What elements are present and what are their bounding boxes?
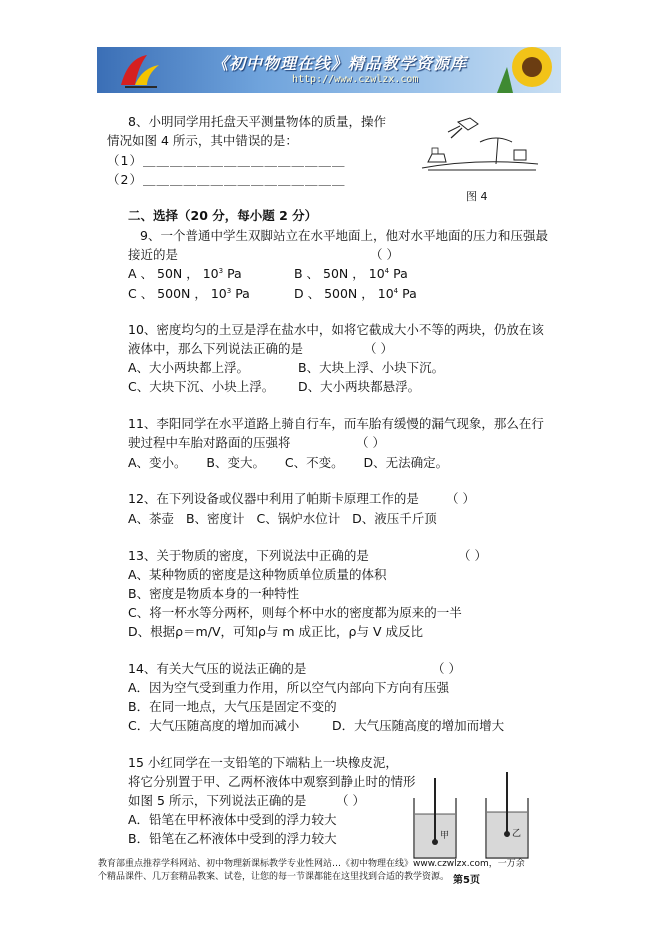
q9-option-b-unit: Pa <box>393 266 408 281</box>
q9-option-b[interactable] <box>294 266 408 282</box>
q14-line1: 14、有关大气压的说法正确的是 <box>128 661 307 676</box>
q11-options[interactable]: A、变小。 B、变大。 C、不变。 D、无法确定。 <box>128 455 449 470</box>
q11-answer-paren[interactable]: （ ） <box>356 435 385 450</box>
q9-option-c[interactable] <box>128 286 250 302</box>
q12-line1: 12、在下列设备或仪器中利用了帕斯卡原理工作的是 <box>128 491 419 506</box>
q8-answer-blank-1[interactable]: （1）＿＿＿＿＿＿＿＿＿＿＿＿＿＿＿ <box>107 153 346 168</box>
figure-5-beakers-diagram <box>404 770 554 862</box>
q11-line2: 驶过程中车胎对路面的压强将 <box>128 435 291 450</box>
figure-4-balance-diagram <box>418 112 548 188</box>
q15-option-a[interactable]: A．铅笔在甲杯液体中受到的浮力较大 <box>128 812 337 827</box>
q12-options[interactable]: A、茶壶 B、密度计 C、锅炉水位计 D、液压千斤顶 <box>128 511 437 526</box>
q8-line1: 8、小明同学用托盘天平测量物体的质量，操作 <box>128 114 386 129</box>
q9-answer-paren[interactable]: （ ） <box>370 247 399 262</box>
site-logo-icon <box>117 53 163 89</box>
beaker-label-yi: 乙 <box>512 829 522 839</box>
banner-title: 《初中物理在线》精品教学资源库 <box>212 54 468 73</box>
footer-line1: 教育部重点推荐学科网站、初中物理新课标教学专业性网站…《初中物理在线》www.czwlzx.com，一万余 <box>98 859 525 869</box>
q9-option-a-exp: 3 <box>218 266 224 275</box>
q9-option-b-label: B 、 50N ， <box>294 266 365 281</box>
q14-answer-paren[interactable]: （ ） <box>432 661 461 676</box>
q9-option-c-base: 10 <box>210 286 227 301</box>
q9-option-c-unit: Pa <box>235 286 250 301</box>
q13-option-c[interactable]: C、将一杯水等分两杯，则每个杯中水的密度都为原来的一半 <box>128 605 462 620</box>
banner-url[interactable]: http://www.czwlzx.com <box>292 74 419 85</box>
q9-option-a-unit: Pa <box>227 266 242 281</box>
figure-4-caption: 图 4 <box>466 190 488 203</box>
q10-option-c[interactable]: C、大块下沉、小块上浮。 <box>128 379 275 394</box>
q8-line2: 情况如图 4 所示，其中错误的是： <box>107 133 298 148</box>
q15-option-b[interactable]: B．铅笔在乙杯液体中受到的浮力较大 <box>128 831 337 846</box>
q14-option-a[interactable]: A．因为空气受到重力作用，所以空气内部向下方向有压强 <box>128 680 450 695</box>
q9-option-d-exp: 4 <box>393 286 399 295</box>
q9-option-b-base: 10 <box>368 266 385 281</box>
q9-option-c-exp: 3 <box>226 286 232 295</box>
q14-option-b[interactable]: B．在同一地点，大气压是固定不变的 <box>128 699 337 714</box>
footer-line2: 个精品课件、几万套精品教案、试卷，让您的每一节课都能在这里找到合适的教学资源。 <box>98 872 450 882</box>
q13-option-d[interactable]: D、根据ρ＝m/V，可知ρ与 m 成正比，ρ与 V 成反比 <box>128 624 423 639</box>
q9-option-a-label: A 、 50N ， <box>128 266 199 281</box>
q15-answer-paren[interactable]: （ ） <box>336 793 365 808</box>
q8-answer-blank-2[interactable]: （2）＿＿＿＿＿＿＿＿＿＿＿＿＿＿＿ <box>107 172 346 187</box>
q9-option-d[interactable] <box>294 286 417 302</box>
q9-option-a-base: 10 <box>202 266 219 281</box>
q12-answer-paren[interactable]: （ ） <box>446 491 475 506</box>
q10-line2: 液体中，那么下列说法正确的是 <box>128 341 304 356</box>
q10-option-a[interactable]: A、大小两块都上浮。 <box>128 360 250 375</box>
q9-option-a[interactable] <box>128 266 242 282</box>
q10-option-b[interactable]: B、大块上浮、小块下沉。 <box>298 360 445 375</box>
q10-answer-paren[interactable]: （ ） <box>364 341 393 356</box>
q15-line2: 将它分别置于甲、乙两杯液体中观察到静止时的情形 <box>128 774 416 789</box>
q9-option-b-exp: 4 <box>384 266 390 275</box>
q9-option-c-label: C 、 500N ， <box>128 286 207 301</box>
q13-line1: 13、关于物质的密度，下列说法中正确的是 <box>128 548 369 563</box>
q11-line1: 11、李阳同学在水平道路上骑自行车，而车胎有缓慢的漏气现象，那么在行 <box>128 416 544 431</box>
q9-line2: 接近的是 <box>128 247 179 262</box>
q9-option-d-unit: Pa <box>402 286 417 301</box>
sunflower-icon <box>477 47 557 93</box>
section-2-title: 二、选择（20 分，每小题 2 分） <box>128 208 318 223</box>
q14-option-d[interactable]: D．大气压随高度的增加而增大 <box>332 718 505 733</box>
q14-option-c[interactable]: C．大气压随高度的增加而减小 <box>128 718 300 733</box>
q10-option-d[interactable]: D、大小两块都悬浮。 <box>298 379 421 394</box>
beaker-label-jia: 甲 <box>440 831 450 841</box>
q13-option-a[interactable]: A、某种物质的密度是这种物质单位质量的体积 <box>128 567 387 582</box>
page-number: 第5页 <box>452 871 481 886</box>
q9-option-d-label: D 、 500N ， <box>294 286 374 301</box>
q15-line3: 如图 5 所示，下列说法正确的是 <box>128 793 307 808</box>
q15-line1: 15 小红同学在一支铅笔的下端粘上一块橡皮泥， <box>128 755 398 770</box>
q9-line1: 9、一个普通中学生双脚站立在水平地面上，他对水平地面的压力和压强最 <box>140 228 548 243</box>
q10-line1: 10、密度均匀的土豆是浮在盐水中，如将它截成大小不等的两块，仍放在该 <box>128 322 544 337</box>
q13-answer-paren[interactable]: （ ） <box>458 548 487 563</box>
header-banner <box>97 47 561 93</box>
q9-option-d-base: 10 <box>377 286 394 301</box>
q13-option-b[interactable]: B、密度是物质本身的一种特性 <box>128 586 300 601</box>
